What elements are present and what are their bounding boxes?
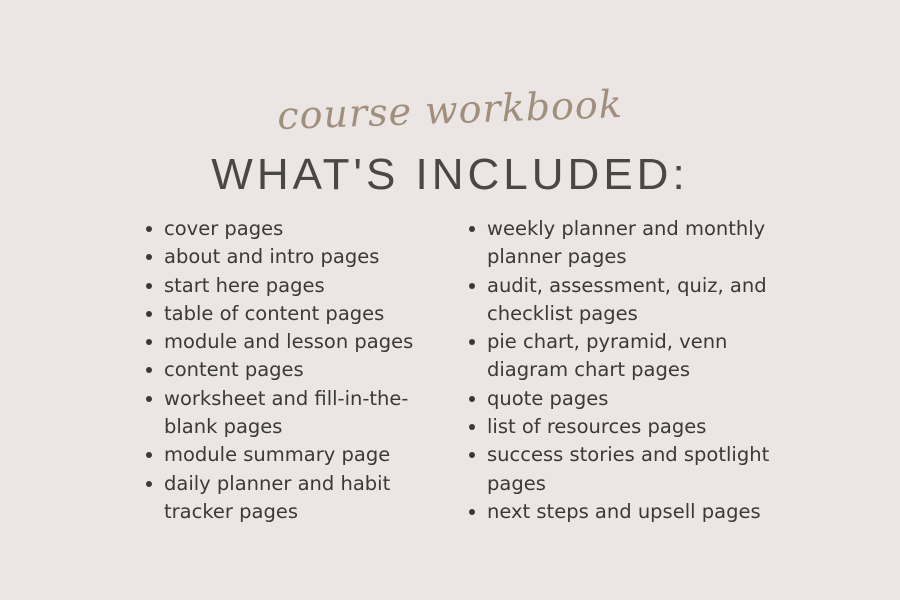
list-item: content pages bbox=[146, 356, 436, 384]
list-item: quote pages bbox=[469, 385, 789, 413]
list-item: list of resources pages bbox=[469, 413, 789, 441]
list-item: daily planner and habit tracker pages bbox=[146, 470, 436, 527]
list-item: pie chart, pyramid, venn diagram chart pages bbox=[469, 328, 789, 385]
list-item: table of content pages bbox=[146, 300, 436, 328]
list-item: module summary page bbox=[146, 441, 436, 469]
list-item: module and lesson pages bbox=[146, 328, 436, 356]
script-subtitle: course workbook bbox=[276, 81, 624, 139]
included-list-right bbox=[469, 215, 789, 526]
list-item: weekly planner and monthly planner pages bbox=[469, 215, 789, 272]
list-item: cover pages bbox=[146, 215, 436, 243]
list-item: next steps and upsell pages bbox=[469, 498, 789, 526]
list-item: about and intro pages bbox=[146, 243, 436, 271]
included-list-left bbox=[146, 215, 436, 526]
list-item: audit, assessment, quiz, and checklist pages bbox=[469, 272, 789, 329]
list-item: start here pages bbox=[146, 272, 436, 300]
list-item: success stories and spotlight pages bbox=[469, 441, 789, 498]
page-title: WHAT'S INCLUDED: bbox=[211, 150, 689, 199]
list-item: worksheet and fill-in-the-blank pages bbox=[146, 385, 436, 442]
